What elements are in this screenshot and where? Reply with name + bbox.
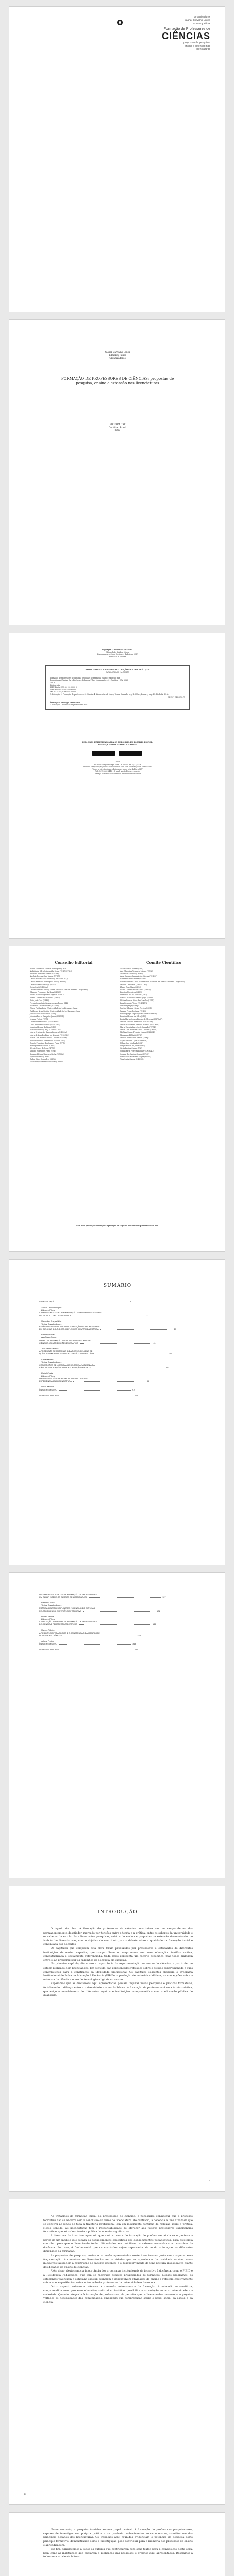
council-member: Inês Bragança (UERJ) xyxy=(120,1005,139,1007)
council-member: Lourdes Helena da Silva (UFV) xyxy=(120,1015,146,1018)
app-store-badges[interactable] xyxy=(92,751,143,756)
copyright: Copyright © da Editora CRV Ltda. xyxy=(102,649,133,651)
content-body xyxy=(43,2528,193,2560)
council-member: Andréia da Silva Quintanilha Sousa (UNIR/UFRN) xyxy=(30,970,72,972)
councils-page xyxy=(9,946,225,1252)
toc-entry-author: Edmarcy Filkes xyxy=(41,1334,55,1336)
cover-author: Edmarcy Filkes xyxy=(193,22,210,25)
legal-line: Proibida a reprodução parcial ou total desta obra sem autorização da Editora CRV xyxy=(83,766,152,768)
toc-page-number: 135 xyxy=(152,1623,156,1626)
credit-line: Diagramação e Capa: Designers da Editora CRV xyxy=(97,653,138,656)
toc-entry-title: A RESIDÊNCIA PEDAGÓGICA E A CONSTRUÇÃO DA IDENTIDADE xyxy=(39,1632,100,1634)
council-member: Renato Francisco dos Santos Paula (UFG) xyxy=(30,1042,65,1044)
cover-authors xyxy=(185,16,210,26)
council-member: Sydione Santos (UEPG) xyxy=(30,1055,50,1058)
cover-role: Organizadores xyxy=(194,16,210,19)
council-member: Altair Alberto Fávero (UPF) xyxy=(120,967,143,970)
toc-entry-author: Beatriz Santos xyxy=(41,1615,54,1618)
toc-page-number: 167 xyxy=(134,1649,138,1651)
council-member: Carlos Federico Dominguez Avila (Unieuro) xyxy=(30,980,66,983)
council-member: Ilma Passos A. Veiga (UNICEUB) xyxy=(120,1002,148,1005)
toc-page-number: 83 xyxy=(146,1380,149,1383)
council-member: Diosnel Centurion (UNIDA – PY) xyxy=(120,983,147,986)
catalog-card xyxy=(45,665,190,710)
year: 2023 xyxy=(114,429,121,432)
toc-page-number: 69 xyxy=(166,1366,169,1369)
council-member: Paulo Romualdo Hernandes (UNIFAL-MG) xyxy=(30,1039,65,1042)
toc-entry-title: CIÊNCIAS: CONTRIBUIÇÕES E DESAFIOS xyxy=(39,1342,78,1344)
council-member: Andréia N. Militão (UEMS) xyxy=(120,972,143,975)
paragraph: O legado da obra. A formação de professores de ciências constitui-se em um campo de estudos permanentemente desafiador, marcado por tensões entre a teoria e a prática, entre os saberes da universidade e os saberes da escola. Este livro reúne pesquisas, relatos de ensino e propostas de extensão desenvolvidas no âmbito das licenciaturas, com o objetivo de contribuir para o debate sobre a qualidade da formação inicial e continuada dos docentes. xyxy=(43,1927,193,1946)
toc-entry-title: PRÁTICAS INTERDISCIPLINARES NO ENSINO DE CIÊNCIAS: xyxy=(39,1607,96,1609)
credit-line: Editor-chefe: Railson Moura xyxy=(106,651,129,653)
council-member: Carmen Tereza Velanga (UNIR) xyxy=(30,983,57,986)
council-member: Rodrigo Pratte-Santos (UFES) xyxy=(30,1045,55,1047)
toc-entry[interactable] xyxy=(39,1353,194,1355)
toc-entry-author: João Pedro Oliveira xyxy=(41,1347,59,1350)
toc-entry-author: Edmarcy Filkes xyxy=(41,1618,55,1620)
cover-page xyxy=(9,6,225,312)
cover-subtitle: ensino e extensão nas xyxy=(184,44,210,48)
toc-entry-author: Edmarcy Filkes xyxy=(41,1375,55,1377)
toc-page-number: 101 xyxy=(134,1394,138,1397)
toc-entry[interactable] xyxy=(39,1635,194,1637)
toc-page-number: 107 xyxy=(162,1596,166,1599)
paragraph: Além disso, destacamos a importância dos programas institucionais de incentivo à docência, como o PIBID e a Residência Pedagógica, que têm se mostrado espaços privilegiados de formação. Nesses programas, os estudantes vivenciam o cotidiano escolar, planejam e desenvolvem atividades de ensino e refletem coletivamente sobre suas experiências, sob a orientação de professores da universidade e da escola. xyxy=(43,2269,193,2285)
council-member: Lídia de Oliveira Xavier (UNIEURO) xyxy=(30,1023,60,1026)
toc-title: SUMÁRIO xyxy=(103,1283,132,1289)
paragraph: Os capítulos que compõem esta obra foram produzidos por professores e estudantes de diferentes instituições de ensino superior, que compartilham o compromisso com uma educação científica crítica, contextualizada e socialmente referenciada. Cada texto apresenta um recorte específico, mas todos dialogam entre si ao problematizar os caminhos da docência em ciências. xyxy=(43,1946,193,1962)
council-member: Sérgio Nunes de Jesus (IFRO) xyxy=(120,1045,145,1047)
content-page xyxy=(9,2199,225,2505)
cover-subtitle: propostas de pesquisa, xyxy=(183,41,210,44)
cover-author: Yashar Carvalho Lopes xyxy=(185,19,210,22)
toc-entry-title: A PRODUÇÃO DE MATERIAIS DIDÁTICOS NO ENSINO DE xyxy=(39,1350,93,1352)
toc-entry[interactable] xyxy=(39,1301,194,1303)
toc-entry[interactable] xyxy=(39,1395,194,1397)
council-member: Mohammed Elhajji (UFRJ) xyxy=(120,1034,142,1037)
council-member: Eduardo Fernandes Barbosa (UFMG) xyxy=(30,991,61,994)
catalog-line: licenciaturas / Yashar Carvalho Lopes, Edmarcy Filkes (organizadores) – Curitiba : CRV, 2023. xyxy=(50,679,129,682)
toc-entry-author: Maria das Graças Silva xyxy=(41,1320,62,1323)
toc-entry-title: EM CIÊNCIAS BIOLÓGICAS: REFLEXÕES A PARTIR DA PRÁTICA xyxy=(39,1328,99,1331)
toc-entry-title: SOBRE OS AUTORES xyxy=(39,1394,59,1397)
council-member: Cesar Gerónimo Tello (Universidad Nacional de Três de Febrero – Argentina) xyxy=(120,980,185,983)
toc-entry-title: APRESENTAÇÃO xyxy=(39,1301,55,1303)
catalog-head: DADOS INTERNACIONAIS DE CATALOGAÇÃO NA PUBLICAÇÃO (CIP) xyxy=(85,669,150,671)
intro-body xyxy=(43,1927,193,1998)
intro-page xyxy=(9,1886,225,2192)
council-member: Ana Chrystina Venancio Mignot (UERJ) xyxy=(120,970,153,972)
toc-entry-author: Yashar Carvalho Lopes xyxy=(41,1361,62,1364)
toc-entry-author: Edmarcy Filkes xyxy=(41,1309,55,1312)
review-note: Este livro passou por avaliação e aprovação às cegas de dois ou mais pareceristas ad hoc. xyxy=(76,1225,159,1227)
toc-entry-title: O ENSINO DE FÍSICA E AS TECNOLOGIAS DIGITAIS: xyxy=(39,1378,88,1380)
council-member: Maria Lília Imbiriba Sousa Colares (UFOPA) xyxy=(30,1037,67,1039)
intro-title: INTRODUÇÃO xyxy=(97,1910,138,1915)
catalog-line: ISBN Físico 978-65-251-0000-0 xyxy=(50,688,76,691)
toc-entry-title: EXPERIÊNCIAS NA LICENCIATURA xyxy=(39,1380,72,1383)
council-member: Kilwangy Kya Kapitango-a-Samba (Unemat) xyxy=(120,1012,157,1015)
page-number: 9 xyxy=(209,2179,210,2182)
council-member: Anna Augusta Sampaio de Oliveira (UNESP) xyxy=(120,975,157,978)
toc-entry[interactable] xyxy=(39,1596,194,1599)
council-member: Celso Conti (UFSCar) xyxy=(30,986,48,988)
toc-entry-title: UM ESTUDO COM LICENCIANDOS xyxy=(39,1314,72,1317)
toc-entry[interactable] xyxy=(39,1649,194,1651)
toc-page xyxy=(9,1259,225,1565)
council-member: Élsio José Corá (UFFS) xyxy=(30,999,49,1002)
paragraph: Ao tratarmos da formação inicial de professores de ciências, é necessário considerar que o processo formativo não se encerra com a conclusão do curso de licenciatura. Ao contrário, a docência é uma atividade que se constrói ao longo de toda a trajetória profissional, em um movimento contínuo de reflexão sobre a prática. Nesse sentido, as licenciaturas têm a responsabilidade de oferecer aos futuros professores experiências formativas que articulem teoria e prática de maneira significativa. xyxy=(43,2215,193,2234)
paragraph: A literatura da área tem apontado que muitos cursos de formação de professores ainda se organizam a partir de um modelo que separa os conhecimentos específicos dos conhecimentos pedagógicos. Essa dicotomia contribui para que o licenciando tenha dificuldades em mobilizar os saberes necessários ao exercício da docência. Por isso, é fundamental que os currículos sejam repensados de modo a integrar as diferentes dimensões da formação. xyxy=(43,2234,193,2253)
council-member: Elizeu Clementino de Souza (UNEB) xyxy=(30,996,60,999)
app-store-icon[interactable] xyxy=(119,751,142,756)
title-page xyxy=(9,319,225,625)
toc-page-number: 9 xyxy=(130,1301,132,1303)
council-member: Sonia Maria Ferreira Koehler (UNISAL) xyxy=(120,1050,154,1053)
toc-entry-author: Yashar Carvalho Lopes xyxy=(41,1604,62,1607)
toc-entry-title: UM OLHAR SOBRE OS CURSOS DE LICENCIATURA xyxy=(39,1596,88,1599)
council-member: Mônica Pereira dos Santos (UFRJ) xyxy=(120,1037,149,1039)
toc-leader xyxy=(80,1343,152,1344)
toc-entry-title: DE CIÊNCIAS: PERSPECTIVAS CRÍTICAS xyxy=(39,1623,77,1626)
digital-notice xyxy=(9,741,225,746)
toc-entry[interactable] xyxy=(39,1328,194,1331)
catalog-line: Bibliografia xyxy=(50,684,60,686)
toc-entry-title: DOCENTE EM CIÊNCIAS xyxy=(39,1634,62,1637)
catalog-page xyxy=(9,633,225,939)
digital-line: CONHEÇA E BAIXE NOSSO APLICATIVO! xyxy=(98,743,137,746)
council-member: Simone Rodrigues Pinto (UNB) xyxy=(30,1050,56,1053)
toc-entry[interactable] xyxy=(39,1623,194,1626)
toc-page-number: 121 xyxy=(157,1609,160,1612)
council-member: Lourdes Helena da Silva (UFV) xyxy=(30,1026,56,1028)
council-member: Maria Cristina dos Santos Bezerra (UFSCar) xyxy=(30,1031,68,1034)
toc-entry-title: A EDUCAÇÃO AMBIENTAL NA FORMAÇÃO DE PROFESSORES xyxy=(39,1621,97,1623)
toc-entry-author: Rafael Costa xyxy=(41,1372,53,1375)
catalog-line: DOI 10.24824/978652510000.0 xyxy=(50,691,77,693)
book-title: FORMAÇÃO DE PROFESSORES DE CIÊNCIAS: propostas de pesquisa, ensino e extensão nas licenciaturas xyxy=(61,377,174,385)
council-member: Vânia Alves Martins Chaigar (FURG) xyxy=(120,1055,151,1058)
legal-line: Tel.: (41) 3039-6418 – E-mail: sac@editoracrv.com.br xyxy=(95,770,140,773)
council-member: Cesar Gerónimo Tello (Univer. Nacional Três de Febrero – Argentina) xyxy=(30,989,88,991)
toc-leader xyxy=(73,1381,145,1382)
catalog-sub: CATALOGAÇÃO NA FONTE xyxy=(106,671,129,673)
council-member: Nilson José Machado (USP) xyxy=(120,1042,143,1044)
legal-line: Todos os direitos desta edição reservados pela: Editora CRV xyxy=(92,768,143,770)
role-label: Organizadores xyxy=(109,357,126,360)
council-member: Sérgio Nunes de Jesus (IFRO) xyxy=(30,1047,55,1050)
council-member: Aldira Guimarães Duarte Domínguez (UNB) xyxy=(30,967,67,970)
credit-line: Revisão: Os Autores xyxy=(109,655,126,658)
council-member: Barbara Coelho Neves (UFBA) xyxy=(120,978,146,980)
toc-page-number: 55 xyxy=(169,1353,172,1355)
publisher-logo-icon xyxy=(117,20,123,25)
council-member: Eliane Rose Maio (UEM) xyxy=(120,986,141,988)
toc-entry-title: A IMPORTÂNCIA DA EXPERIMENTAÇÃO NO ENSINO DE CIÊNCIAS: xyxy=(39,1312,102,1314)
editorial-names xyxy=(30,968,118,1063)
toc-entry-title: ÍNDICE REMISSIVO xyxy=(39,1388,58,1391)
paragraph: As propostas de pesquisa, ensino e extensão apresentadas neste livro buscam justamente superar essa fragmentação. Ao envolver os licenciandos em atividades que os aproximam da realidade escolar, essas iniciativas favorecem a construção de saberes docentes e o desenvolvimento de uma postura investigativa diante dos desafios do ensino de ciências. xyxy=(43,2253,193,2269)
publisher-name: EDITORA CRV xyxy=(109,423,126,426)
scientific-committee-title: Comitê Científico xyxy=(146,960,182,965)
toc-entry-author: Yashar Carvalho Lopes xyxy=(41,1307,62,1309)
cover-title xyxy=(162,27,210,52)
toc-entry[interactable] xyxy=(39,1610,194,1613)
legal-line: Conheça os nossos lançamentos: www.editoracrv.com.br xyxy=(94,772,141,775)
toc-page-2 xyxy=(9,1572,225,1878)
council-member: Tadeu Oliver Gonçalves (UFPA) xyxy=(30,1058,56,1060)
council-member: Elione Maria Nogueira Diogenes (UFAL) xyxy=(30,994,64,996)
council-member: Najela Tavares Ujiie (UNESPAR) xyxy=(120,1039,147,1042)
council-member: Guillermo Arias Beatón (Universidade de La Havana – Cuba) xyxy=(30,1010,81,1012)
toc-entry-title: ÍNDICE REMISSIVO xyxy=(39,1643,58,1645)
council-member: Marcos Vinicius Francisco (UNOESTE) xyxy=(120,1021,153,1023)
toc-entry[interactable] xyxy=(39,1389,194,1392)
catalog-line: ISBN Digital 978-65-251-0000-0 xyxy=(50,686,77,689)
council-member: Elizeu Clementino de Souza (UNEB) xyxy=(120,989,151,991)
paragraph: Por fim, agradecemos a todos os autores que contribuíram com seus textos para a composição desta obra, bem como às instituições que apoiaram a realização das pesquisas e projetos aqui apresentados. Desejamos a todos uma excelente leitura. xyxy=(43,2547,193,2559)
toc-entry-title: CIÊNCIA: IMPLICAÇÕES PARA A FORMAÇÃO DOCENTE xyxy=(39,1366,91,1369)
toc-page-number: 41 xyxy=(153,1342,156,1344)
council-member: Silvia Regina Canan (URI) xyxy=(120,1047,142,1050)
author-name: Yashar Carvalho Lopes xyxy=(105,351,130,353)
toc-entry-title: CONCEPÇÕES DE LICENCIANDOS SOBRE A NATUREZA DA xyxy=(39,1364,95,1366)
council-member: Lucia Marisy Souza Ribeiro de Oliveira (UNIVASF) xyxy=(120,1018,163,1021)
toc-entry-title: RELATOS DE UMA EXPERIÊNCIA FORMATIVA xyxy=(39,1609,82,1612)
toc-entry-title: OS SABERES DOCENTES NA FORMAÇÃO DE PROFESSORES: xyxy=(39,1594,98,1596)
toc-entry-title: SOBRE OS AUTORES xyxy=(39,1649,59,1651)
copyright-block xyxy=(9,649,225,658)
cover-title-line2: CIÊNCIAS xyxy=(161,31,210,41)
toc-entry-author: Juliana Freitas xyxy=(41,1640,54,1642)
council-member: Maria de Lourdes Pinto de Almeida (UNOESC) xyxy=(120,1023,159,1026)
toc-page-number: 11 xyxy=(146,1314,149,1317)
cover-title-line1: Formação de Professores de xyxy=(163,27,210,31)
paragraph: Esperamos que as discussões aqui apresentadas possam inspirar novas pesquisas e práticas formativas, fortalecendo o diálogo entre a universidade e a escola básica. A formação de professores é uma tarefa coletiva, que exige o envolvimento de diferentes sujeitos e instituições comprometidos com a educação pública de qualidade. xyxy=(43,1982,193,1997)
toc-entry[interactable] xyxy=(39,1643,194,1646)
toc-entry-author: Carla Mendes xyxy=(41,1359,54,1361)
toc-entry[interactable] xyxy=(39,1367,194,1369)
council-member: Míghian Danae Ferreira Nunes (UNILAB) xyxy=(120,1031,155,1034)
council-member: Suzana dos Santos Gomes (UFMG) xyxy=(120,1053,149,1055)
paragraph: Nesse contexto, a pesquisa também assume papel central. A formação de professores pesquisadores, capazes de investigar sua própria prática e de produzir conhecimentos sobre o ensino, constitui um dos principais desafios das licenciaturas. Os trabalhos aqui reunidos evidenciam o potencial da pesquisa como princípio formativo, demonstrando como a investigação pode contribuir para a melhoria dos processos de ensino e aprendizagem. xyxy=(43,2528,193,2547)
catalog-line: 1. Educação 2. Formação de professores 3. Ciências 4. Licenciatura I. Lopes, Yashar Carvalho org. II. Filkes, Edmarcy org. III. Título IV. Série xyxy=(50,693,169,696)
toc-page-number: 149 xyxy=(137,1634,141,1637)
council-member: João Adalberto Campato Junior (UNESP) xyxy=(30,1015,64,1018)
council-member: Maria Lília Imbiriba Sousa Colares (UFOPA) xyxy=(120,1028,157,1031)
council-member: Leonel Severo Rocha (UNISINOS) xyxy=(30,1021,59,1023)
toc-entry-author: Fernanda Lima xyxy=(41,1602,55,1604)
city: Curitiba - Brasil xyxy=(109,426,126,429)
toc-leader xyxy=(79,1624,151,1625)
council-member: Jailson Alves dos Santos (UFRJ) xyxy=(30,1012,57,1015)
council-member: Maria Eurácia Barreto de Andrade (UFRB) xyxy=(120,1026,156,1028)
content-body xyxy=(43,2215,193,2305)
editorial-council xyxy=(30,962,118,1063)
index-line: 1. Educação – Formação de professores 370.71 xyxy=(50,704,90,706)
toc-page-number: 163 xyxy=(132,1643,136,1645)
toc-leader xyxy=(100,1329,172,1330)
paragraph: Outro aspecto relevante refere-se à dimensão extensionista da formação. A extensão universitária, compreendida como processo educativo, cultural e científico, possibilita a articulação entre a universidade e a sociedade. Quando integrada à formação de professores, ela permite que os licenciandos desenvolvam projetos voltados às necessidades das comunidades, ampliando sua compreensão sobre o papel social da escola e da ciência. xyxy=(43,2285,193,2304)
council-member: Francisco Carlos Duarte (PUC-PR) xyxy=(30,1005,59,1007)
toc-entry-author: Lucas Almeida xyxy=(41,1386,54,1388)
legal-line: Foi feito o depósito legal conf. Lei 10.994 de 14/12/2004 xyxy=(94,763,141,766)
legal-line: 2023 xyxy=(115,761,120,763)
toc-page-number: 97 xyxy=(132,1388,135,1391)
scientific-committee xyxy=(120,962,208,1061)
title-page-authors xyxy=(9,351,225,360)
council-member: José de Ribamar Sousa Pereira (UCB) xyxy=(120,1007,152,1010)
toc-entry-title: QUÍMICA: UMA PROPOSTA DE EXTENSÃO UNIVERSITÁRIA xyxy=(39,1353,94,1355)
council-member: Carlos Alberto Vilar Estêvão (UMINHO – PT) xyxy=(30,978,68,980)
index-label: Índice para catálogo sistemático xyxy=(50,701,80,704)
author-name: Edmarcy Filkes xyxy=(109,353,126,357)
toc-page-number: 27 xyxy=(174,1328,176,1331)
title-page-imprint xyxy=(9,423,225,432)
toc-entry-author: Yashar Carvalho Lopes xyxy=(41,1323,62,1325)
toc-entry-title: O PIBID NA FORMAÇÃO INICIAL DE PROFESSORES DE xyxy=(39,1339,91,1342)
catalog-line: Formação de professores de ciências: propostas de pesquisa, ensino e extensão nas xyxy=(50,676,120,679)
toc-leader xyxy=(89,1597,161,1598)
google-play-icon[interactable] xyxy=(92,751,115,756)
catalog-line: 108 p. xyxy=(50,681,56,684)
toc-entry[interactable] xyxy=(39,1315,194,1317)
council-member: Fauston Negreiros (UFPI) xyxy=(120,991,142,994)
council-member: Francisco Ari de Andrade (UFC) xyxy=(120,994,147,996)
council-member: Gloria Fariñas León (Universidade de La Havana – Cuba) xyxy=(30,1007,78,1010)
paragraph: No primeiro capítulo, discute-se a importância da experimentação no ensino de ciências, a partir de um estudo realizado com licenciandos. Em seguida, são apresentadas reflexões sobre o estágio supervisionado e suas contribuições para a construção da identidade profissional. Os capítulos seguintes abordam o Programa Institucional de Bolsa de Iniciação à Docência (PIBID), a produção de materiais didáticos, as concepções sobre a natureza da ciência e o uso de tecnologias digitais no ensino. xyxy=(43,1962,193,1981)
council-member: Fernando Antônio Gonçalves Alcoforado (IPB) xyxy=(30,1002,69,1005)
editorial-council-title: Conselho Editorial xyxy=(55,960,93,965)
council-member: Solange Helena Ximenes-Rocha (UFOPA) xyxy=(30,1053,64,1055)
council-member: Helder Buenos Aires de Carvalho (UFPI) xyxy=(120,999,154,1002)
page-number: 10 xyxy=(24,2493,27,2495)
toc-entry-author: Marcos Ribeiro xyxy=(41,1629,55,1632)
council-member: Josania Portela (UFPI) xyxy=(30,1018,49,1021)
council-member: Tania Suely Azevedo Brasileiro (UFOPA) xyxy=(30,1061,64,1063)
catalog-line: CDU 37 CDD 370.71 xyxy=(168,696,185,698)
council-member: Antônio Pereira Gaio Júnior (UFRRJ) xyxy=(30,975,61,978)
scientific-names xyxy=(120,968,208,1061)
council-member: Anselmo Alencar Colares (UFOPA) xyxy=(30,972,59,975)
legal-block xyxy=(9,761,225,775)
toc-entry[interactable] xyxy=(39,1380,194,1383)
toc-leader xyxy=(83,1611,155,1612)
toc-entry-author: Ana Paula Souza xyxy=(41,1336,57,1339)
digital-line: ESTA OBRA TAMBÉM ENCONTRA-SE DISPONÍVEL EM FORMATO DIGITAL. xyxy=(82,741,153,743)
council-member: Jussara Fraga Portugal (UNEB) xyxy=(120,1010,146,1012)
toc-leader xyxy=(59,1390,131,1391)
cover-subtitle: licenciaturas xyxy=(196,48,210,52)
council-member: Marcelo Paixão (UFRJ e UTexas – US) xyxy=(30,1028,62,1031)
council-member: Vera Lucia Gaspar (UDESC) xyxy=(120,1058,144,1060)
council-member: Gláucia Maria dos Santos Jorge (UFOP) xyxy=(120,996,154,999)
content-page-2 xyxy=(9,2512,225,2576)
toc-entry-title: ESTÁGIO SUPERVISIONADO NA FORMAÇÃO DE PROFESSORES xyxy=(39,1326,100,1328)
council-member: Maria de Lourdes Pinto de Almeida (UNOESC) xyxy=(30,1034,69,1037)
toc-leader xyxy=(59,1644,131,1645)
